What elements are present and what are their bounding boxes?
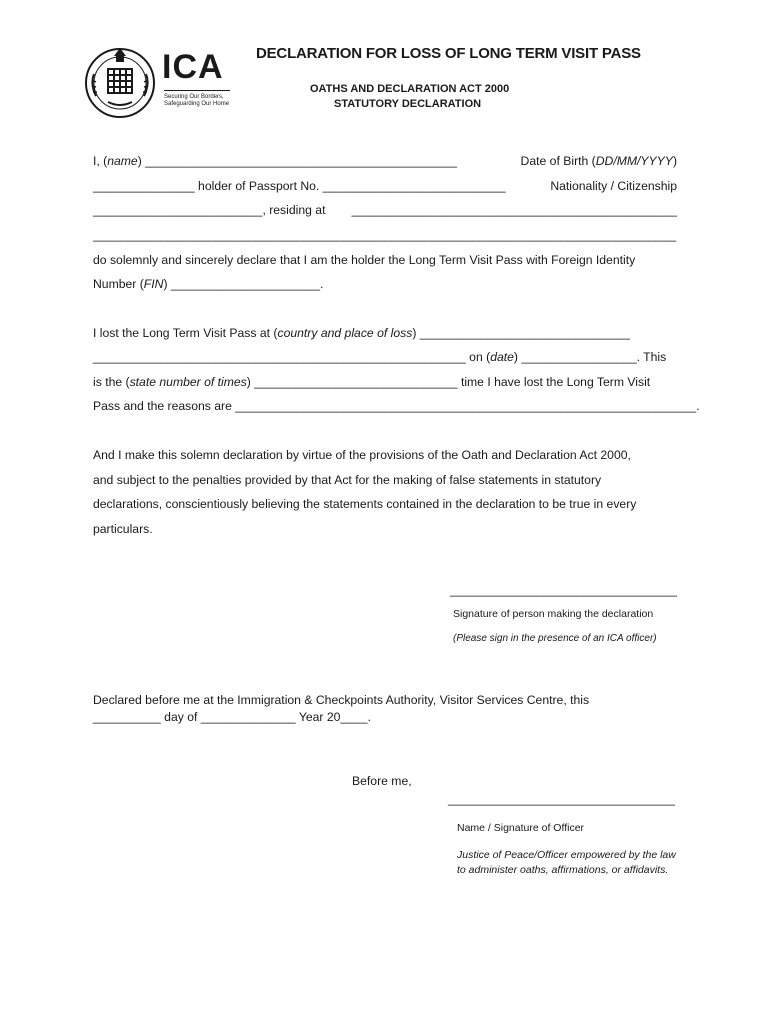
solemn-declaration-text-2: and subject to the penalties provided by that Act for the making of false statements in statutory: [93, 473, 602, 487]
declarant-signature-field[interactable]: __________________________________: [450, 583, 677, 597]
loss-reasons-field[interactable]: Pass and the reasons are ____________________________________________________________________.: [93, 399, 700, 413]
loss-place-line[interactable]: I lost the Long Term Visit Pass at (country and place of loss) _______________________________: [93, 326, 630, 340]
loss-date-line[interactable]: _______________________________________________________ on (date) _________________. This: [93, 350, 667, 364]
address-field[interactable]: ________________________________________________: [351, 203, 677, 217]
declarant-signature-label: Signature of person making the declaration: [453, 608, 654, 620]
nationality-label: Nationality / Citizenship: [550, 179, 677, 193]
signature-note: (Please sign in the presence of an ICA officer): [453, 633, 657, 644]
declare-text: do solemnly and sincerely declare that I am the holder the Long Term Visit Pass with Foreign Identity: [93, 253, 636, 267]
declaration-subtitle: STATUTORY DECLARATION: [334, 98, 482, 110]
residing-line: [93, 203, 677, 217]
solemn-declaration-text-4: particulars.: [93, 522, 153, 536]
passport-field[interactable]: _______________ holder of Passport No. ___________________________: [93, 179, 506, 193]
dob-field-group[interactable]: Date of Birth (DD/MM/YYYY): [520, 154, 677, 168]
officer-note-2: to administer oaths, affirmations, or affidavits.: [457, 864, 669, 876]
passport-nationality-line: [93, 179, 677, 193]
logo-tagline-1: Securing Our Borders,: [164, 94, 224, 100]
logo-tagline-2: Safeguarding Our Home: [164, 101, 230, 107]
officer-note-1: Justice of Peace/Officer empowered by the law: [457, 849, 676, 861]
act-subtitle: OATHS AND DECLARATION ACT 2000: [310, 83, 510, 95]
address-continued-field[interactable]: ______________________________________________________________________________________: [93, 228, 676, 242]
logo-rule: [164, 90, 230, 91]
before-me-label: Before me,: [352, 774, 412, 788]
nationality-field[interactable]: _________________________, residing at: [93, 203, 326, 217]
fin-line[interactable]: Number (FIN) ______________________.: [93, 277, 324, 291]
logo-text: ICA: [162, 48, 224, 86]
fin-label: FIN: [143, 277, 164, 291]
ica-crest-icon: [80, 44, 160, 120]
officer-signature-field[interactable]: __________________________________: [448, 792, 675, 806]
document-title: DECLARATION FOR LOSS OF LONG TERM VISIT PASS: [256, 45, 641, 62]
solemn-declaration-text-1: And I make this solemn declaration by virtue of the provisions of the Oath and Declaration Act 2000,: [93, 448, 631, 462]
declared-before-text: Declared before me at the Immigration & Checkpoints Authority, Visitor Services Centre, this: [93, 693, 590, 707]
declared-date-field[interactable]: __________ day of ______________ Year 20____.: [93, 710, 371, 724]
name-field-group[interactable]: I, (name) ______________________________________________: [93, 154, 457, 168]
officer-signature-label: Name / Signature of Officer: [457, 822, 585, 834]
solemn-declaration-text-3: declarations, conscientiously believing the statements contained in the declaration to be true in every: [93, 497, 637, 511]
name-dob-line: [93, 154, 677, 168]
loss-times-line[interactable]: is the (state number of times) ______________________________ time I have lost the Long Term Visit: [93, 375, 651, 389]
ica-logo: [80, 44, 250, 120]
